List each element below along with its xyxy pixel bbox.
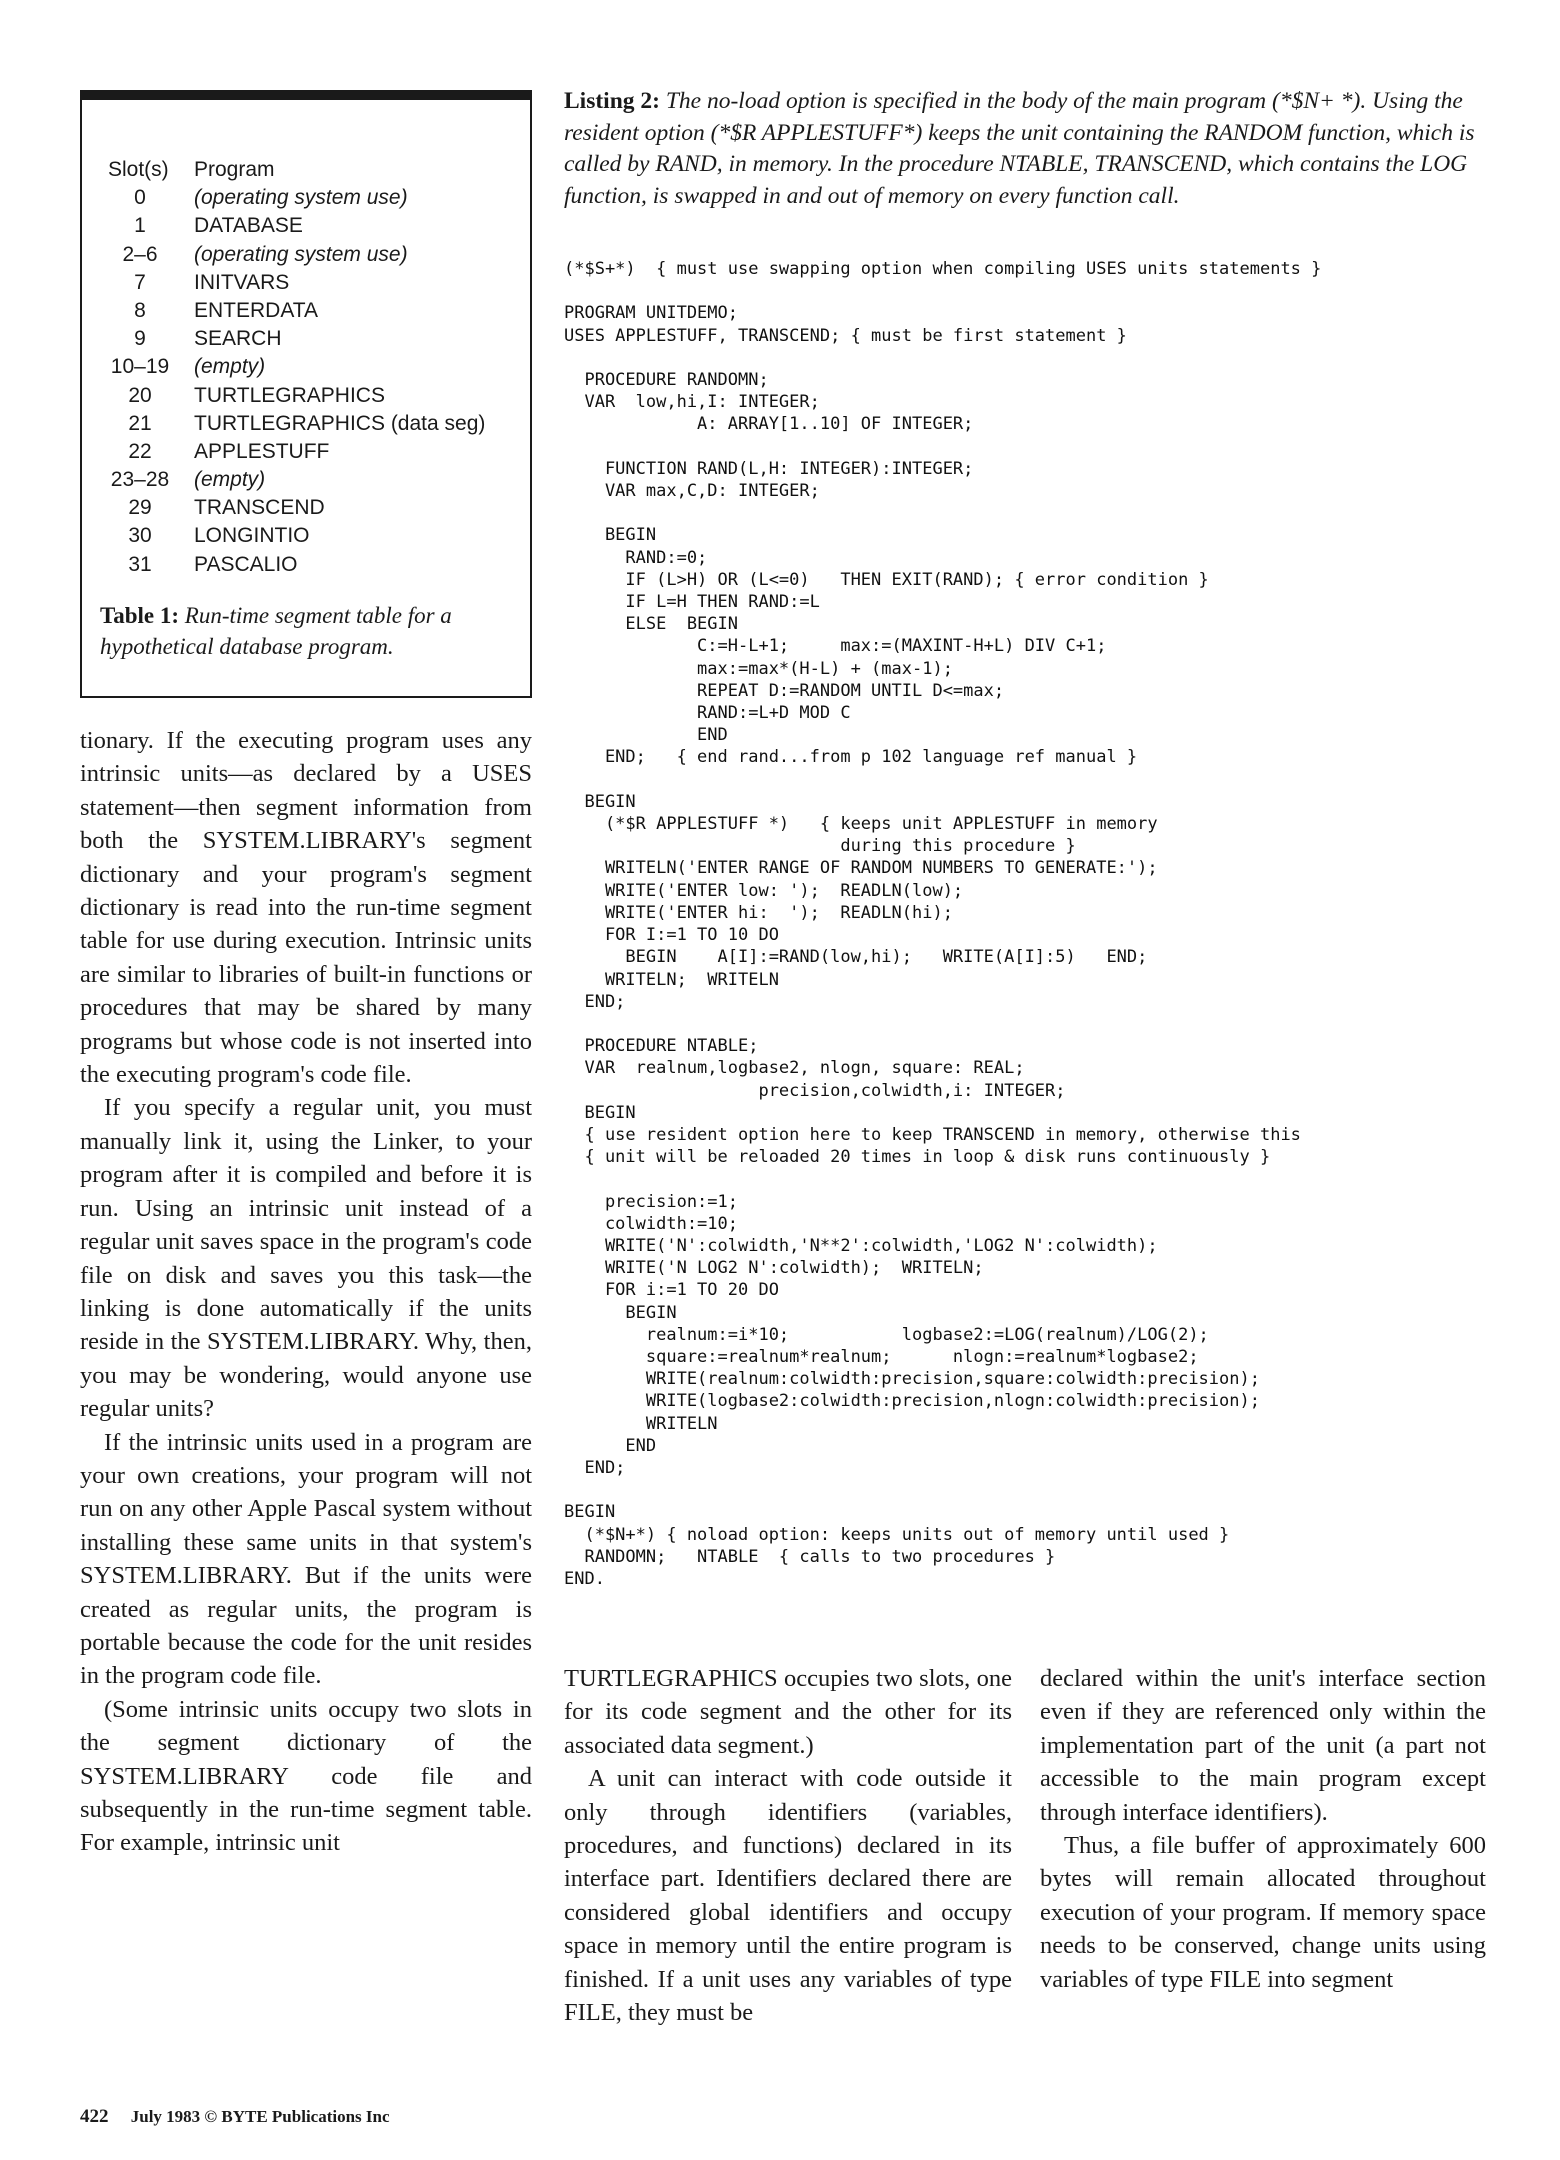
table-1-caption-text: Run-time segment table for a hypothetical database program. <box>100 603 452 659</box>
segment-table-row <box>108 410 528 438</box>
segment-table-row <box>108 494 528 522</box>
table-1-box <box>80 90 532 698</box>
program-name: PASCALIO <box>194 552 298 576</box>
program-name: APPLESTUFF <box>194 439 330 463</box>
program-header: Program <box>194 158 275 181</box>
segment-table-header <box>108 156 528 184</box>
slot-number: 9 <box>134 327 146 351</box>
page-number: 422 <box>80 2106 109 2127</box>
program-name: DATABASE <box>194 214 303 238</box>
listing-2-code: (*$S+*) { must use swapping option when compiling USES units statements } PROGRAM UNITDEMO; USES APPLESTUFF, TRANSCEND; { must be first statement } PROCEDURE RANDOMN; VAR low,hi,I: INTEGER; A: ARRAY[1..10] OF INTEGER; FUNCTION RAND(L,H: INTEGER):INTEGER; VAR max,C,D: INTEGER; BEGIN RAND:=0; IF (L>H) OR (L<=0) THEN EXIT(RAND); { error condition } IF L=H THEN RAND:=L ELSE BEGIN C:=H-L+1; max:=(MAXINT-H+L) DIV C+1; max:=max*(H-L) + (max-1); REPEAT D:=RANDOM UNTIL D<=max; RAND:=L+D MOD C END END; { end rand...from p 102 language ref manual } BEGIN (*$R APPLESTUFF *) { keeps unit APPLESTUFF in memory during this procedure } WRITELN('ENTER RANGE OF RANDOM NUMBERS TO GENERATE:'); WRITE('ENTER low: '); READLN(low); WRITE('ENTER hi: '); READLN(hi); FOR I:=1 TO 10 DO BEGIN A[I]:=RAND(low,hi); WRITE(A[I]:5) END; WRITELN; WRITELN END; PROCEDURE NTABLE; VAR realnum,logbase2, nlogn, square: REAL; precision,colwidth,i: INTEGER; BEGIN { use resident option here to keep TRANSCEND in memory, otherwise this { unit will be reloaded 20 times in loop & disk runs continuously } precision:=1; colwidth:=10; WRITE('N':colwidth,'N**2':colwidth,'LOG2 N':colwidth); WRITE('N LOG2 N':colwidth); WRITELN; FOR i:=1 TO 20 DO BEGIN realnum:=i*10; logbase2:=LOG(realnum)/LOG(2); square:=realnum*realnum; nlogn:=realnum*logbase2; WRITE(realnum:colwidth:precision,square:colwidth:precision); WRITE(logbase2:colwidth:precision,nlogn:colwidth:precision); WRITELN END END; BEGIN (*$N+*) { noload option: keeps units out of memory until used } RANDOMN; NTABLE { calls to two procedures } END. <box>564 259 1322 1589</box>
segment-table-row <box>108 353 528 381</box>
program-name: TURTLEGRAPHICS (data seg) <box>194 411 486 435</box>
program-name: (operating system use) <box>194 186 408 210</box>
page-footer <box>80 2106 390 2128</box>
segment-table-body <box>108 184 528 579</box>
segment-table-row <box>108 382 528 410</box>
segment-table <box>108 156 528 579</box>
segment-table-row <box>108 297 528 325</box>
paragraph: declared within the unit's interface section even if they are referenced only within the implementation part of the unit (a part not accessible to the main program except through interface identifiers). <box>1040 1665 1486 1826</box>
paragraph: (Some intrinsic units occupy two slots in the segment dictionary of the SYSTEM.LIBRARY code file and subsequently in the run-time segment table. For example, intrinsic unit <box>80 1695 532 1857</box>
segment-table-row <box>108 551 528 579</box>
segment-table-row <box>108 212 528 240</box>
slot-number: 23–28 <box>110 468 170 492</box>
middle-column-text <box>564 1662 1012 2029</box>
program-name: SEARCH <box>194 327 282 351</box>
listing-2-caption <box>564 86 1494 212</box>
paragraph: TURTLEGRAPHICS occupies two slots, one for its code segment and the other for its associated data segment.) <box>564 1665 1012 1759</box>
slot-number: 1 <box>134 214 146 238</box>
slot-number: 8 <box>134 298 146 322</box>
program-name: INITVARS <box>194 270 290 294</box>
publication-line: July 1983 © BYTE Publications Inc <box>130 2107 390 2126</box>
right-column-text <box>1040 1662 1486 1996</box>
program-name: ENTERDATA <box>194 298 319 322</box>
listing-2-caption-label: Listing 2: <box>564 88 660 114</box>
segment-table-row <box>108 269 528 297</box>
program-name: (empty) <box>194 355 266 379</box>
slot-number: 29 <box>128 496 152 520</box>
segment-table-row <box>108 241 528 269</box>
paragraph: tionary. If the executing program uses any intrinsic units—as declared by a USES statement—then segment information from both the SYSTEM.LIBRARY's segment dictionary and your program's segment dictionary is read into the run-time segment table for use during execution. Intrinsic units are similar to libraries of built-in functions or procedures that may be shared by many programs but whose code is not inserted into the executing program's code file. <box>80 727 532 1089</box>
slot-number: 22 <box>128 439 152 463</box>
slot-header: Slot(s) <box>108 158 169 181</box>
paragraph: Thus, a file buffer of approximately 600 bytes will remain allocated throughout execution of your program. If memory space needs to be conserved, change units using variables of type FILE into segment <box>1040 1832 1486 1993</box>
segment-table-row <box>108 466 528 494</box>
segment-table-row <box>108 522 528 550</box>
paragraph: A unit can interact with code outside it only through identifiers (variables, procedures, and functions) declared in its interface part. Identifiers declared there are considered global identifiers and occupy space in memory until the entire program is finished. If a unit uses any variables of type FILE, they must be <box>564 1765 1012 2027</box>
slot-number: 10–19 <box>110 355 170 379</box>
slot-number: 21 <box>128 411 152 435</box>
program-name: LONGINTIO <box>194 524 310 548</box>
table-1-caption <box>100 600 516 662</box>
segment-table-row <box>108 184 528 212</box>
listing-2-caption-text: The no-load option is specified in the body of the main program (*$N+ *). Using the resident option (*$R APPLESTUFF*) keeps the unit containing the RANDOM function, which is called by RAND, in memory. In the procedure NTABLE, TRANSCEND, which contains the LOG function, is swapped in and out of memory on every function call. <box>564 88 1475 209</box>
segment-table-row <box>108 438 528 466</box>
program-name: TURTLEGRAPHICS <box>194 383 385 407</box>
segment-table-row <box>108 325 528 353</box>
slot-number: 2–6 <box>122 242 158 266</box>
slot-number: 20 <box>128 383 152 407</box>
paragraph: If the intrinsic units used in a program are your own creations, your program will not run on any other Apple Pascal system without installing these same units in that system's SYSTEM.LIBRARY. But if the units were created as regular units, the program is portable because the code for the unit resides in the program code file. <box>80 1428 532 1690</box>
slot-number: 30 <box>128 524 152 548</box>
slot-number: 0 <box>134 186 146 210</box>
left-column-text <box>80 724 532 1860</box>
program-name: (operating system use) <box>194 242 408 266</box>
slot-number: 31 <box>128 552 152 576</box>
paragraph: If you specify a regular unit, you must manually link it, using the Linker, to your program after it is compiled and before it is run. Using an intrinsic unit instead of a regular unit saves space in the program's code file on disk and saves you this task—the linking is done automatically if the units reside in the SYSTEM.LIBRARY. Why, then, you may be wondering, would anyone use regular units? <box>80 1094 532 1423</box>
program-name: TRANSCEND <box>194 496 325 520</box>
table-1-caption-label: Table 1: <box>100 603 180 628</box>
slot-number: 7 <box>134 270 146 294</box>
program-name: (empty) <box>194 468 266 492</box>
